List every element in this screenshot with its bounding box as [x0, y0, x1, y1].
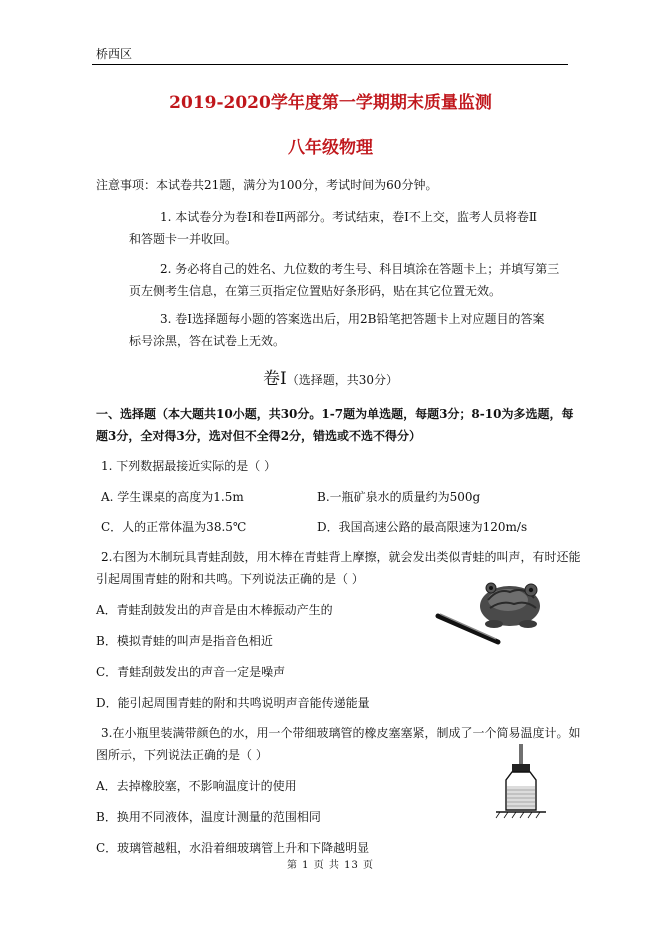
q2-option-c: C．青蛙刮鼓发出的声音一定是噪声	[96, 665, 286, 679]
q2-stem-b: 引起周围青蛙的附和共鸣。下列说法正确的是（ ）	[96, 572, 364, 586]
notice-item-1a: 1. 本试卷分为卷Ⅰ和卷Ⅱ两部分。考试结束，卷Ⅰ不上交，监考人员将卷Ⅱ	[160, 210, 538, 224]
part1-line1: 一、选择题（本大题共10小题，共30分。1-7题为单选题，每题3分；8-10为多选题，每	[96, 407, 574, 421]
notice-item-1b: 和答题卡一并收回。	[129, 232, 238, 246]
q3-option-c: C．玻璃管越粗，水沿着细玻璃管上升和下降越明显	[96, 841, 370, 855]
q2-option-b: B．模拟青蛙的叫声是指音色相近	[96, 634, 273, 648]
q1-option-c: C．人的正常体温为38.5℃	[101, 520, 247, 534]
q3-option-a: A．去掉橡胶塞，不影响温度计的使用	[96, 779, 297, 793]
wooden-frog-icon	[480, 583, 540, 628]
exam-title: 2019-2020学年度第一学期期末质量监测	[169, 93, 492, 113]
q1-stem: 1. 下列数据最接近实际的是（ ）	[101, 459, 277, 473]
section-heading	[0, 364, 661, 389]
part1-line2: 题3分，全对得3分，选对但不全得2分，错选或不选不得分）	[96, 429, 422, 443]
q2-option-a: A．青蛙刮鼓发出的声音是由木棒振动产生的	[96, 603, 333, 617]
q1-option-d: D．我国高速公路的最高限速为120m/s	[317, 520, 528, 534]
q1-option-b: B.一瓶矿泉水的质量约为500g	[317, 490, 481, 504]
rubber-stopper-icon	[512, 764, 530, 772]
q3-stem-a: 3.在小瓶里装满带颜色的水，用一个带细玻璃管的橡皮塞塞紧，制成了一个简易温度计。如	[101, 726, 581, 740]
notice-item-3b: 标号涂黑，答在试卷上无效。	[129, 334, 286, 348]
q3-option-b: B．换用不同液体，温度计测量的范围相同	[96, 810, 321, 824]
exam-subtitle: 八年级物理	[288, 138, 373, 158]
q1-option-a: A. 学生课桌的高度为1.5m	[101, 490, 244, 504]
q3-stem-b: 图所示，下列说法正确的是（ ）	[96, 748, 268, 762]
section-note: （选择题，共30分）	[286, 373, 398, 387]
q2-stem-a: 2.右图为木制玩具青蛙刮鼓，用木棒在青蛙背上摩擦，就会发出类似青蛙的叫声，有时还能	[101, 550, 581, 564]
section-title: 卷Ⅰ	[263, 369, 287, 389]
thermometer-bottle-figure	[484, 742, 556, 820]
notice-item-2b: 页左侧考生信息，在第三页指定位置贴好条形码，贴在其它位置无效。	[129, 284, 502, 298]
notice-intro: 注意事项：本试卷共21题，满分为100分，考试时间为60分钟。	[96, 178, 438, 192]
header-divider	[92, 64, 568, 65]
notice-item-2a: 2. 务必将自己的姓名、九位数的考生号、科目填涂在答题卡上；并填写第三	[160, 262, 560, 276]
page-number: 第 1 页 共 13 页	[287, 860, 374, 871]
header-district: 桥西区	[96, 47, 133, 61]
notice-item-3a: 3. 卷Ⅰ选择题每小题的答案选出后，用2B铅笔把答题卡上对应题目的答案	[160, 312, 545, 326]
q2-option-d: D．能引起周围青蛙的附和共鸣说明声音能传递能量	[96, 696, 370, 710]
frog-guiro-figure	[432, 570, 556, 646]
